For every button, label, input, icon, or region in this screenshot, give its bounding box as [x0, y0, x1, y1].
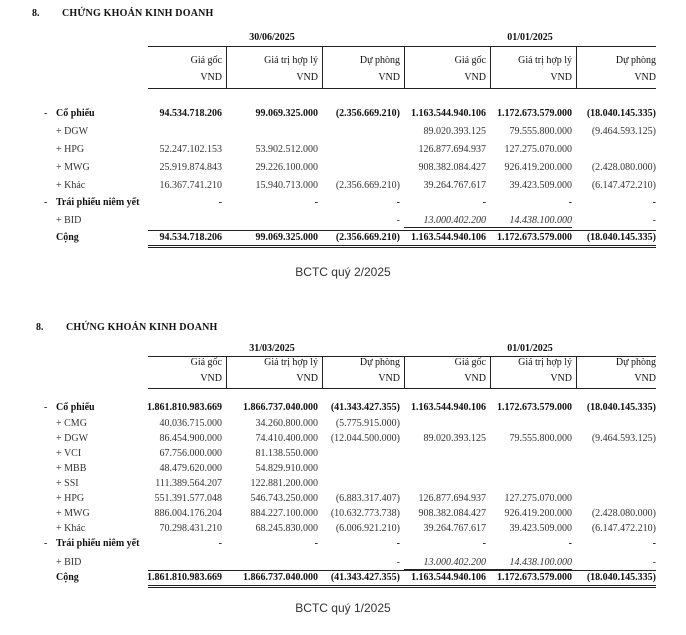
row-label: + VCI: [56, 448, 82, 459]
row-value: 127.275.070.000: [504, 493, 572, 504]
column-separator: [226, 356, 227, 388]
row-value: 1.172.673.579.000: [497, 232, 572, 243]
column-separator: [226, 46, 227, 88]
row-value: 94.534.718.206: [159, 232, 222, 243]
column-unit: VND: [296, 72, 318, 83]
column-separator: [576, 46, 577, 88]
row-dash: -: [44, 402, 48, 413]
row-value: 39.264.767.617: [423, 523, 486, 534]
column-unit: VND: [550, 72, 572, 83]
row-value: 551.391.577.048: [154, 493, 222, 504]
row-dash: -: [44, 108, 48, 119]
row-value: 13.000.402.200: [423, 215, 486, 226]
row-value: (10.632.773.738): [330, 508, 400, 519]
row-value: -: [314, 538, 318, 549]
row-label: + MBB: [56, 463, 87, 474]
row-value: (6.006.921.210): [335, 523, 400, 534]
row-value: (2.428.080.000): [591, 508, 656, 519]
section-title: CHỨNG KHOÁN KINH DOANH: [62, 8, 214, 19]
column-separator: [404, 356, 405, 388]
header-bottom-rule: [148, 88, 656, 89]
row-value: 74.410.400.000: [255, 433, 318, 444]
row-value: 926.419.200.000: [504, 162, 572, 173]
row-value: (5.775.915.000): [335, 418, 400, 429]
row-value: 126.877.694.937: [418, 144, 486, 155]
row-value: 14.438.100.000: [509, 215, 572, 226]
row-value: (41.343.427.355): [330, 402, 400, 413]
row-value: 884.227.100.000: [250, 508, 318, 519]
bid-underline: [404, 227, 572, 228]
row-value: -: [652, 538, 656, 549]
row-value: -: [396, 197, 400, 208]
row-label: + MWG: [56, 162, 90, 173]
row-value: 86.454.900.000: [159, 433, 222, 444]
row-value: 25.919.874.843: [159, 162, 222, 173]
row-value: (41.343.427.355): [330, 572, 400, 583]
row-label: + MWG: [56, 508, 90, 519]
column-unit: VND: [464, 72, 486, 83]
row-value: 79.555.800.000: [509, 126, 572, 137]
period-date-current: 30/06/2025: [249, 32, 295, 43]
row-value: 94.534.718.206: [159, 108, 222, 119]
column-header: Giá gốc: [454, 55, 486, 66]
column-separator: [404, 46, 405, 88]
row-value: 1.861.810.983.669: [147, 402, 222, 413]
row-dash: -: [44, 538, 48, 549]
row-value: -: [396, 215, 400, 226]
column-unit: VND: [378, 72, 400, 83]
row-value: 89.020.393.125: [423, 126, 486, 137]
row-value: 70.298.431.210: [159, 523, 222, 534]
column-header: Giá gốc: [190, 357, 222, 368]
row-value: 99.069.325.000: [255, 232, 318, 243]
row-value: -: [482, 538, 486, 549]
row-value: 1.163.544.940.106: [411, 108, 486, 119]
row-value: 53.902.512.000: [255, 144, 318, 155]
row-value: -: [396, 557, 400, 568]
column-separator: [490, 356, 491, 388]
column-unit: VND: [634, 72, 656, 83]
row-value: 908.382.084.427: [418, 162, 486, 173]
figure-caption: BCTC quý 1/2025: [295, 601, 391, 615]
row-value: -: [652, 215, 656, 226]
row-value: 48.479.620.000: [159, 463, 222, 474]
period-date-opening: 01/01/2025: [507, 32, 553, 43]
column-header: Dự phòng: [359, 55, 400, 66]
row-value: 99.069.325.000: [255, 108, 318, 119]
row-value: (12.044.500.000): [330, 433, 400, 444]
row-value: (2.428.080.000): [591, 162, 656, 173]
column-header: Giá trị hợp lý: [264, 55, 318, 66]
column-unit: VND: [200, 72, 222, 83]
row-label: + DGW: [56, 433, 89, 444]
row-label: Cổ phiếu: [56, 108, 95, 119]
total-top-rule: [148, 570, 656, 571]
row-value: (2.356.669.210): [335, 232, 400, 243]
row-value: (18.040.145.335): [586, 232, 656, 243]
row-value: -: [652, 557, 656, 568]
row-value: -: [568, 197, 572, 208]
column-separator: [322, 356, 323, 388]
column-header: Giá trị hợp lý: [518, 357, 572, 368]
row-value: 1.172.673.579.000: [497, 108, 572, 119]
row-value: 127.275.070.000: [504, 144, 572, 155]
row-label: Trái phiếu niêm yết: [56, 538, 140, 549]
column-unit: VND: [296, 373, 318, 384]
row-value: -: [218, 197, 222, 208]
row-label: + DGW: [56, 126, 89, 137]
row-value: 39.423.509.000: [509, 523, 572, 534]
row-value: 1.172.673.579.000: [497, 402, 572, 413]
total-top-rule: [148, 230, 656, 231]
column-header: Giá gốc: [190, 55, 222, 66]
row-value: 122.881.200.000: [250, 478, 318, 489]
row-value: (9.464.593.125): [591, 433, 656, 444]
column-separator: [322, 46, 323, 88]
row-value: 1.172.673.579.000: [497, 572, 572, 583]
row-value: 908.382.084.427: [418, 508, 486, 519]
header-top-rule: [148, 46, 656, 47]
column-unit: VND: [378, 373, 400, 384]
row-value: 886.004.176.204: [154, 508, 222, 519]
row-value: 79.555.800.000: [509, 433, 572, 444]
period-date-opening: 01/01/2025: [507, 343, 553, 354]
row-value: -: [314, 197, 318, 208]
row-value: 40.036.715.000: [159, 418, 222, 429]
row-value: 67.756.000.000: [159, 448, 222, 459]
row-value: 52.247.102.153: [159, 144, 222, 155]
row-value: (6.883.317.407): [335, 493, 400, 504]
row-dash: -: [44, 197, 48, 208]
row-value: 89.020.393.125: [423, 433, 486, 444]
row-value: 54.829.910.000: [255, 463, 318, 474]
row-value: -: [652, 197, 656, 208]
row-label: Trái phiếu niêm yết: [56, 197, 140, 208]
row-label: + BID: [56, 557, 82, 568]
row-value: 81.138.550.000: [255, 448, 318, 459]
column-header: Giá trị hợp lý: [264, 357, 318, 368]
row-value: -: [396, 538, 400, 549]
row-value: 1.866.737.040.000: [243, 572, 318, 583]
row-value: 546.743.250.000: [250, 493, 318, 504]
period-date-current: 31/03/2025: [249, 343, 295, 354]
row-label: + Khác: [56, 523, 86, 534]
row-value: (2.356.669.210): [335, 180, 400, 191]
row-value: (2.356.669.210): [335, 108, 400, 119]
row-value: (6.147.472.210): [591, 180, 656, 191]
column-unit: VND: [550, 373, 572, 384]
row-value: (9.464.593.125): [591, 126, 656, 137]
row-value: (18.040.145.335): [586, 108, 656, 119]
column-header: Dự phòng: [615, 55, 656, 66]
row-value: 14.438.100.000: [509, 557, 572, 568]
row-value: (6.147.472.210): [591, 523, 656, 534]
column-header: Dự phòng: [359, 357, 400, 368]
row-label: + SSI: [56, 478, 79, 489]
row-value: 15.940.713.000: [255, 180, 318, 191]
row-label: Cộng: [56, 232, 79, 243]
column-header: Giá trị hợp lý: [518, 55, 572, 66]
row-label: Cổ phiếu: [56, 402, 95, 413]
row-value: 926.419.200.000: [504, 508, 572, 519]
row-value: -: [218, 538, 222, 549]
row-value: 1.163.544.940.106: [411, 572, 486, 583]
total-bottom-rule: [148, 245, 656, 248]
column-separator: [490, 46, 491, 88]
column-unit: VND: [464, 373, 486, 384]
row-label: + CMG: [56, 418, 87, 429]
header-top-rule: [148, 356, 656, 357]
row-value: 1.861.810.983.669: [147, 572, 222, 583]
row-value: 1.163.544.940.106: [411, 402, 486, 413]
row-label: Cộng: [56, 572, 79, 583]
total-bottom-rule: [148, 585, 656, 588]
row-value: -: [568, 538, 572, 549]
section-title: CHỨNG KHOÁN KINH DOANH: [66, 322, 218, 333]
header-bottom-rule: [148, 388, 656, 389]
row-label: + Khác: [56, 180, 86, 191]
column-header: Giá gốc: [454, 357, 486, 368]
row-value: 1.163.544.940.106: [411, 232, 486, 243]
column-unit: VND: [634, 373, 656, 384]
row-value: (18.040.145.335): [586, 572, 656, 583]
column-header: Dự phòng: [615, 357, 656, 368]
column-separator: [576, 356, 577, 388]
row-value: (18.040.145.335): [586, 402, 656, 413]
column-unit: VND: [200, 373, 222, 384]
section-number: 8.: [36, 322, 44, 333]
row-value: 39.423.509.000: [509, 180, 572, 191]
row-value: 1.866.737.040.000: [243, 402, 318, 413]
row-label: + HPG: [56, 493, 85, 504]
row-label: + HPG: [56, 144, 85, 155]
row-value: 34.260.800.000: [255, 418, 318, 429]
figure-caption: BCTC quý 2/2025: [295, 265, 391, 279]
row-value: 39.264.767.617: [423, 180, 486, 191]
row-value: 68.245.830.000: [255, 523, 318, 534]
row-value: -: [482, 197, 486, 208]
row-value: 16.367.741.210: [159, 180, 222, 191]
row-value: 111.389.564.207: [155, 478, 222, 489]
row-value: 13.000.402.200: [423, 557, 486, 568]
section-number: 8.: [32, 8, 40, 19]
row-value: 126.877.694.937: [418, 493, 486, 504]
row-value: 29.226.100.000: [255, 162, 318, 173]
row-label: + BID: [56, 215, 82, 226]
